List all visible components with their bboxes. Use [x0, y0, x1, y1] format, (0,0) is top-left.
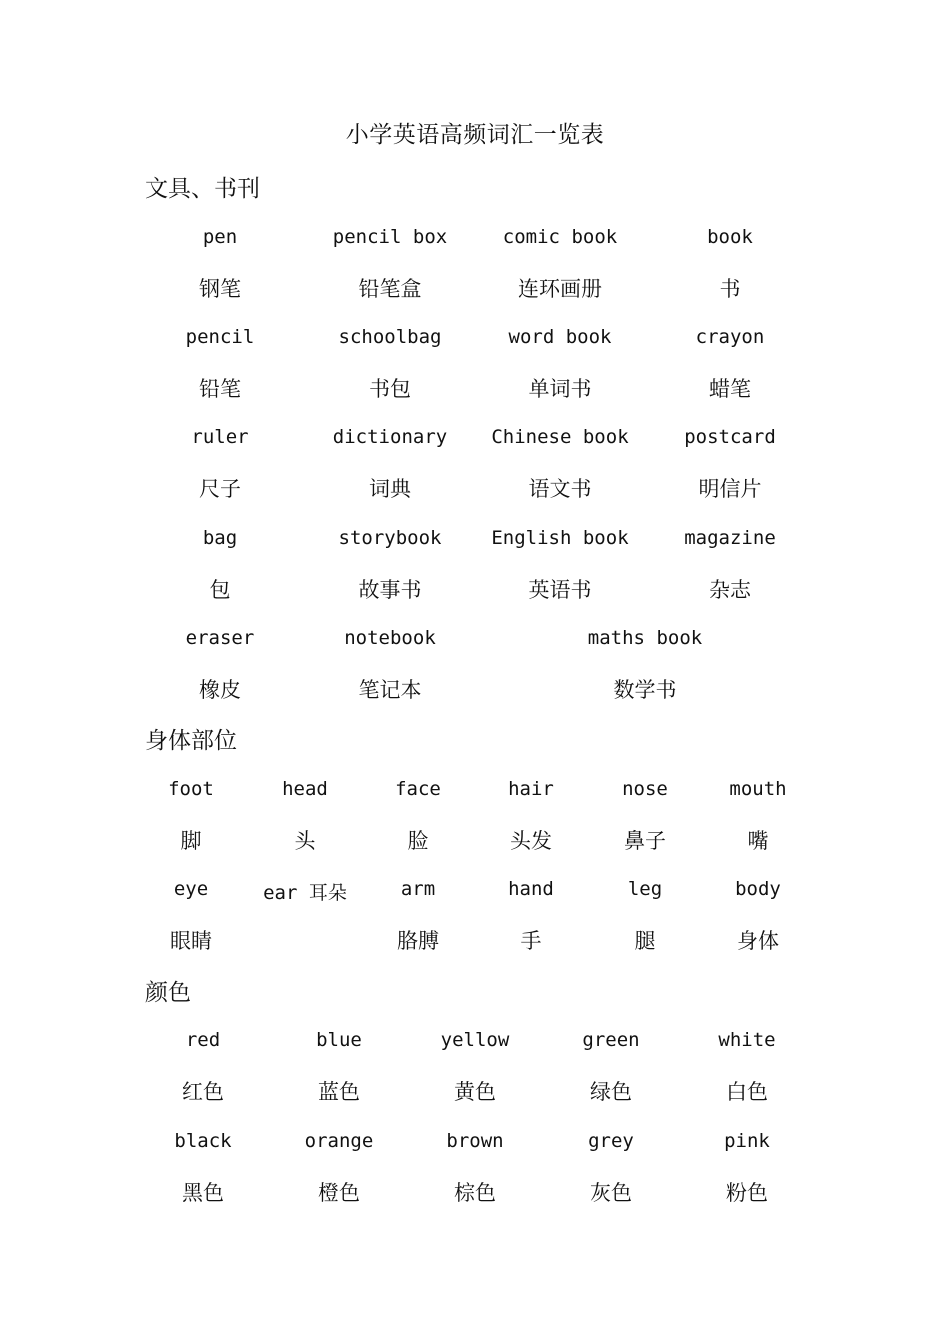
chinese-translation: 数学书 [613, 678, 677, 702]
english-word: crayon [695, 326, 765, 348]
chinese-translation: 书包 [369, 377, 411, 401]
chinese-translation: 书 [719, 277, 741, 301]
english-word: pencil box [332, 226, 448, 248]
section-heading-stationery: 文具、书刊 [145, 176, 260, 202]
chinese-translation: 眼睛 [170, 929, 212, 953]
chinese-translation: 鼻子 [624, 829, 666, 853]
english-word: brown [446, 1130, 504, 1152]
english-word: red [185, 1029, 221, 1051]
chinese-translation: 黄色 [454, 1080, 496, 1104]
chinese-translation: 脸 [407, 829, 429, 853]
english-word: yellow [440, 1029, 510, 1051]
english-word: body [735, 878, 781, 900]
chinese-translation: 语文书 [528, 477, 592, 501]
english-word: pink [724, 1130, 770, 1152]
chinese-translation: 绿色 [590, 1080, 632, 1104]
english-word: postcard [684, 426, 776, 448]
english-word: magazine [684, 527, 776, 549]
chinese-translation: 杂志 [709, 578, 751, 602]
chinese-translation: 胳膊 [397, 929, 439, 953]
chinese-translation: 灰色 [590, 1181, 632, 1205]
english-word: orange [304, 1130, 374, 1152]
chinese-translation: 钢笔 [199, 277, 241, 301]
chinese-translation: 铅笔 [199, 377, 241, 401]
chinese-translation: 橙色 [318, 1181, 360, 1205]
chinese-translation: 橡皮 [199, 678, 241, 702]
english-word: hair [508, 778, 554, 800]
chinese-translation: 包 [209, 578, 231, 602]
section-heading-body-parts: 身体部位 [145, 728, 237, 754]
chinese-translation: 铅笔盒 [358, 277, 422, 301]
english-word: Chinese book [491, 426, 629, 448]
chinese-translation: 蓝色 [318, 1080, 360, 1104]
english-word: arm [400, 878, 436, 900]
english-word: black [174, 1130, 232, 1152]
chinese-translation: 故事书 [358, 578, 422, 602]
section-heading-colors: 颜色 [145, 980, 191, 1006]
chinese-translation: 腿 [634, 929, 656, 953]
chinese-translation: 粉色 [726, 1181, 768, 1205]
english-word: pen [202, 226, 238, 248]
english-word: leg [627, 878, 663, 900]
english-word: ear 耳朵 [263, 882, 347, 904]
english-word: mouth [729, 778, 787, 800]
chinese-translation: 红色 [182, 1080, 224, 1104]
chinese-translation: 笔记本 [358, 678, 422, 702]
chinese-translation: 头 [294, 829, 316, 853]
english-word: dictionary [332, 426, 448, 448]
english-word: ruler [191, 426, 249, 448]
english-word: face [395, 778, 441, 800]
chinese-translation: 蜡笔 [709, 377, 751, 401]
chinese-translation: 单词书 [528, 377, 592, 401]
english-word: comic book [502, 226, 618, 248]
english-word: eraser [185, 627, 255, 649]
english-word: hand [508, 878, 554, 900]
english-word: green [582, 1029, 640, 1051]
english-word: head [282, 778, 328, 800]
chinese-translation: 头发 [510, 829, 552, 853]
english-word: pencil [185, 326, 255, 348]
english-word: bag [202, 527, 238, 549]
chinese-translation: 脚 [180, 829, 202, 853]
english-word: schoolbag [338, 326, 442, 348]
chinese-translation: 英语书 [528, 578, 592, 602]
chinese-translation: 棕色 [454, 1181, 496, 1205]
chinese-translation: 尺子 [199, 477, 241, 501]
chinese-translation: 手 [520, 929, 542, 953]
english-word: word book [508, 326, 612, 348]
english-word: nose [622, 778, 668, 800]
english-word: eye [173, 878, 209, 900]
chinese-translation: 黑色 [182, 1181, 224, 1205]
english-word: maths book [587, 627, 703, 649]
chinese-translation: 连环画册 [518, 277, 602, 301]
page-title: 小学英语高频词汇一览表 [345, 122, 605, 148]
english-word: white [718, 1029, 776, 1051]
english-word: English book [491, 527, 629, 549]
english-word: blue [316, 1029, 362, 1051]
english-word: storybook [338, 527, 442, 549]
english-word: notebook [344, 627, 436, 649]
chinese-translation: 词典 [369, 477, 411, 501]
chinese-translation: 身体 [737, 929, 779, 953]
chinese-translation: 明信片 [698, 477, 762, 501]
chinese-translation: 嘴 [747, 829, 769, 853]
english-word: foot [168, 778, 214, 800]
chinese-translation: 白色 [726, 1080, 768, 1104]
english-word: book [707, 226, 753, 248]
english-word: grey [588, 1130, 634, 1152]
